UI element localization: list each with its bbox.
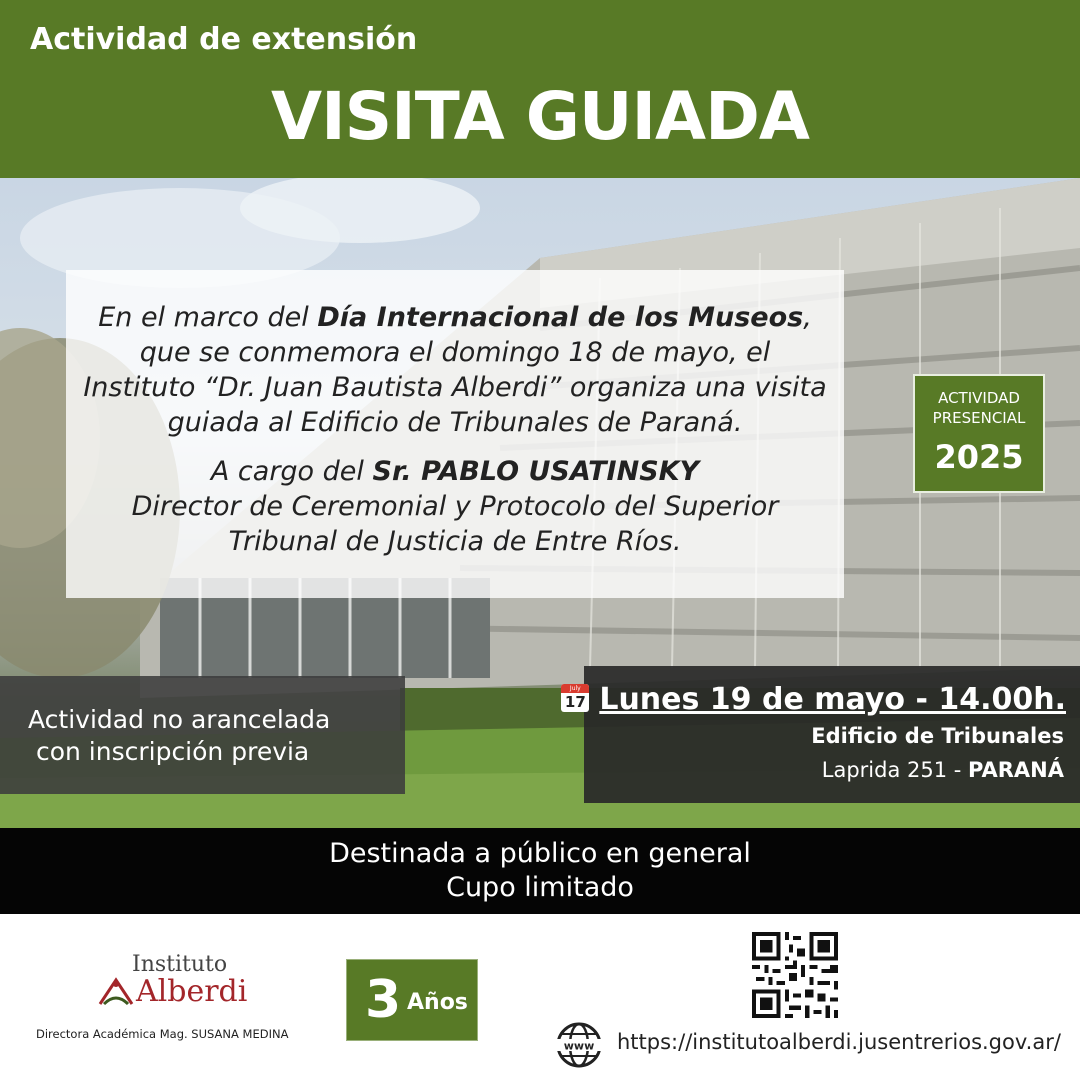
desc-p1-pre: En el marco del	[98, 302, 318, 333]
event-date-text: Lunes 19 de mayo - 14.00h.	[599, 682, 1066, 717]
fee-line2: con inscripción previa	[35, 737, 310, 766]
svg-text:www: www	[563, 1039, 595, 1053]
anniversary-text: Años	[407, 990, 468, 1015]
anniversary-logo	[346, 959, 478, 1041]
description-text	[80, 300, 830, 573]
scales-icon	[96, 974, 136, 1008]
logo-text-alberdi: Alberdi	[136, 974, 248, 1009]
description-paragraph-1	[80, 300, 830, 440]
badge-year: 2025	[934, 438, 1024, 476]
desc-p1-bold: Día Internacional de los Museos	[317, 302, 804, 333]
event-date	[561, 682, 1066, 717]
speaker-name: Sr. PABLO USATINSKY	[372, 456, 700, 487]
activity-badge	[913, 374, 1045, 493]
anniversary-number: 3	[365, 970, 402, 1030]
instituto-alberdi-logo	[96, 952, 266, 1012]
calendar-icon	[561, 684, 589, 712]
audience-line1: Destinada a público en general	[329, 838, 751, 869]
address-city: PARANÁ	[968, 758, 1064, 782]
desc-p1-post: , que se conmemora el domingo 18 de mayo, el Instituto “Dr. Juan Bautista Alberdi” organiza una visita guiada al Edificio de Tribunales de Paraná.	[83, 302, 827, 438]
event-venue: Edificio de Tribunales	[811, 724, 1064, 748]
qr-code-icon[interactable]	[752, 932, 838, 1018]
description-paragraph-2	[80, 454, 830, 559]
website-link[interactable]: https://institutoalberdi.jusentrerios.gov.ar/	[617, 1030, 1061, 1054]
calendar-icon-month: July	[561, 684, 589, 693]
logo-text-instituto: Instituto	[132, 952, 228, 977]
badge-line1: ACTIVIDAD	[938, 389, 1020, 407]
speaker-role: Director de Ceremonial y Protocolo del Superior Tribunal de Justicia de Entre Ríos.	[131, 491, 779, 557]
audience-line2: Cupo limitado	[446, 872, 634, 903]
badge-line2: PRESENCIAL	[932, 409, 1026, 427]
event-address	[822, 758, 1064, 782]
academic-director: Directora Académica Mag. SUSANA MEDINA	[36, 1027, 289, 1041]
fee-line1: Actividad no arancelada	[28, 705, 331, 734]
www-globe-icon	[555, 1021, 603, 1069]
fee-text	[28, 704, 330, 768]
page-title: VISITA GUIADA	[271, 78, 809, 155]
address-street: Laprida 251 -	[821, 758, 969, 782]
calendar-icon-day: 17	[564, 693, 586, 711]
desc-p2-pre: A cargo del	[210, 456, 373, 487]
header-subtitle: Actividad de extensión	[30, 22, 418, 57]
